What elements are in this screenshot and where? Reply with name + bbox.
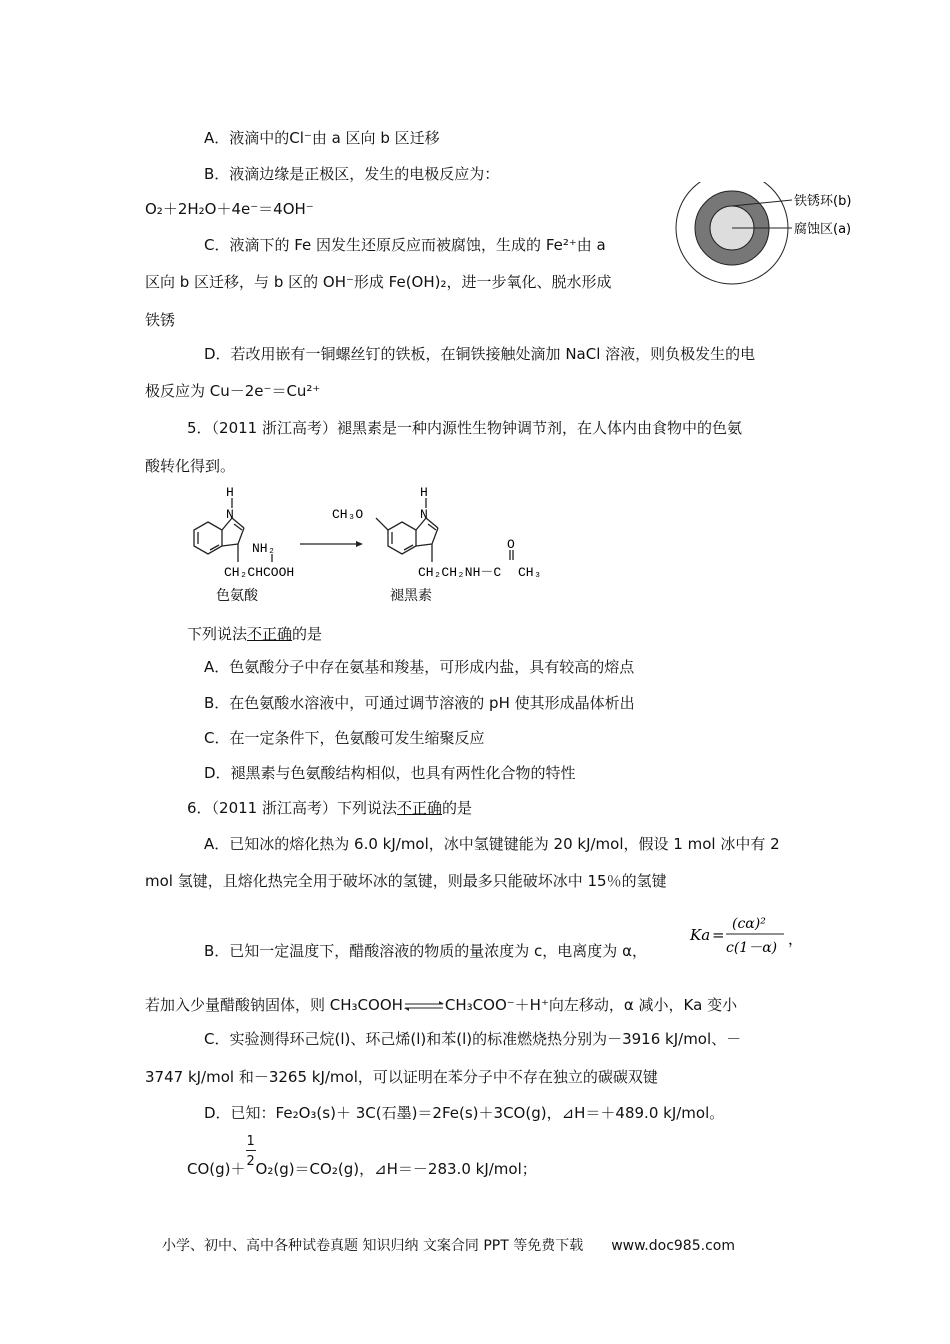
- ka-comma: ，: [788, 932, 804, 949]
- tryptophan-name: 色氨酸: [216, 588, 258, 604]
- q5-option-b: B．在色氨酸水溶液中，可通过调节溶液的 pH 使其形成晶体析出: [204, 694, 635, 712]
- q5-question: [187, 624, 322, 644]
- q6-stem-suffix: 的是: [442, 799, 473, 817]
- q6-option-b-line2-post: CH₃COO⁻＋H⁺向左移动，α 减小，Ka 变小: [444, 996, 738, 1014]
- label-corrosion-zone: 腐蚀区(a): [794, 222, 852, 237]
- half-fraction-denominator: 2: [246, 1154, 255, 1169]
- tryptophan-nh2: NH₂: [252, 541, 276, 556]
- ka-denominator: c(1－α): [726, 940, 778, 956]
- q6-option-c-line2: 3747 kJ/mol 和－3265 kJ/mol，可以证明在苯分子中不存在独立的碳碳双键: [145, 1068, 658, 1086]
- tryptophan-n: N: [226, 507, 234, 522]
- rust-ring-diagram: [672, 182, 872, 292]
- ka-numerator: (cα)²: [732, 916, 766, 932]
- q4-option-d-line1: D．若改用嵌有一铜螺丝钉的铁板，在铜铁接触处滴加 NaCl 溶液，则负极发生的电: [204, 345, 756, 363]
- q6-option-b-line1: B．已知一定温度下，醋酸溶液的物质的量浓度为 c，电离度为 α，: [204, 942, 647, 960]
- tryptophan-h: H: [226, 485, 234, 500]
- q5-stem-line2: 酸转化得到。: [145, 457, 236, 475]
- page-footer: 小学、初中、高中各种试卷真题 知识归纳 文案合同 PPT 等免费下载 www.doc985.com: [162, 1238, 735, 1254]
- label-rust-ring: 铁锈环(b): [794, 194, 852, 209]
- q4-option-c-line1: C．液滴下的 Fe 因发生还原反应而被腐蚀，生成的 Fe²⁺由 a: [204, 236, 606, 254]
- q5-question-prefix: 下列说法: [187, 625, 248, 643]
- q6-option-d-line2-pre: CO(g)＋: [187, 1160, 246, 1178]
- q4-option-c-line2: 区向 b 区迁移，与 b 区的 OH⁻形成 Fe(OH)₂，进一步氧化、脱水形成: [145, 273, 612, 291]
- q4-option-b-equation: O₂＋2H₂O＋4e⁻＝4OH⁻: [145, 200, 314, 218]
- ka-equals: =: [712, 926, 725, 944]
- half-fraction: [246, 1134, 256, 1174]
- half-fraction-numerator: 1: [246, 1134, 255, 1149]
- q4-option-b: B．液滴边缘是正极区，发生的电极反应为：: [204, 165, 500, 183]
- q4-option-d-line2: 极反应为 Cu－2e⁻＝Cu²⁺: [145, 382, 321, 400]
- q6-option-b-line2-pre: 若加入少量醋酸钠固体，则 CH₃COOH: [145, 996, 403, 1014]
- q6-option-c-line1: C．实验测得环己烷(l)、环己烯(l)和苯(l)的标准燃烧热分别为－3916 kJ/mol、－: [204, 1030, 742, 1048]
- half-fraction-bar: [246, 1150, 256, 1151]
- ka-formula: [688, 910, 808, 962]
- melatonin-structure: [376, 498, 513, 562]
- tryptophan-to-melatonin-scheme: [180, 484, 560, 606]
- q4-option-c-line3: 铁锈: [145, 311, 176, 329]
- tryptophan-chain: CH₂CHCOOH: [224, 565, 295, 580]
- melatonin-ch3: CH₃: [518, 565, 542, 580]
- q5-question-suffix: 的是: [292, 625, 323, 643]
- q5-option-d: D．褪黑素与色氨酸结构相似，也具有两性化合物的特性: [204, 764, 576, 782]
- q6-option-a-line2: mol 氢键，且熔化热完全用于破坏冰的氢键，则最多只能破坏冰中 15％的氢键: [145, 872, 667, 890]
- equilibrium-arrow: [403, 999, 445, 1013]
- melatonin-n: N: [420, 507, 428, 522]
- q6-stem-prefix: 6．（2011 浙江高考）下列说法: [187, 799, 397, 817]
- ka-symbol: Ka: [690, 926, 711, 944]
- melatonin-name: 褪黑素: [390, 588, 432, 604]
- q5-stem-line1: 5．（2011 浙江高考）褪黑素是一种内源性生物钟调节剂，在人体内由食物中的色氨: [187, 419, 742, 437]
- melatonin-ch3o: CH₃O: [332, 507, 364, 522]
- q5-option-c: C．在一定条件下，色氨酸可发生缩聚反应: [204, 729, 485, 747]
- melatonin-h: H: [420, 485, 428, 500]
- q6-option-a-line1: A．已知冰的熔化热为 6.0 kJ/mol，冰中氢键键能为 20 kJ/mol，假设 1 mol 冰中有 2: [204, 835, 780, 853]
- melatonin-chain: CH₂CH₂NH－C: [418, 565, 502, 580]
- q6-option-d-line2: [187, 1134, 537, 1179]
- q6-stem-underlined: 不正确: [397, 799, 443, 817]
- q6-option-d-line1: D．已知：Fe₂O₃(s)＋ 3C(石墨)＝2Fe(s)＋3CO(g)，⊿H＝＋489.0 kJ/mol。: [204, 1104, 725, 1122]
- q6-stem: [187, 798, 472, 818]
- q5-option-a: A．色氨酸分子中存在氨基和羧基，可形成内盐，具有较高的熔点: [204, 658, 635, 676]
- q5-question-underlined: 不正确: [247, 625, 293, 643]
- melatonin-o: O: [507, 537, 515, 552]
- reaction-arrow-head: [356, 541, 363, 547]
- q4-option-a: A．液滴中的Cl⁻由 a 区向 b 区迁移: [204, 129, 440, 147]
- q6-option-d-line2-post: O₂(g)＝CO₂(g)，⊿H＝－283.0 kJ/mol；: [255, 1160, 537, 1178]
- q6-option-b-line2: [145, 995, 737, 1015]
